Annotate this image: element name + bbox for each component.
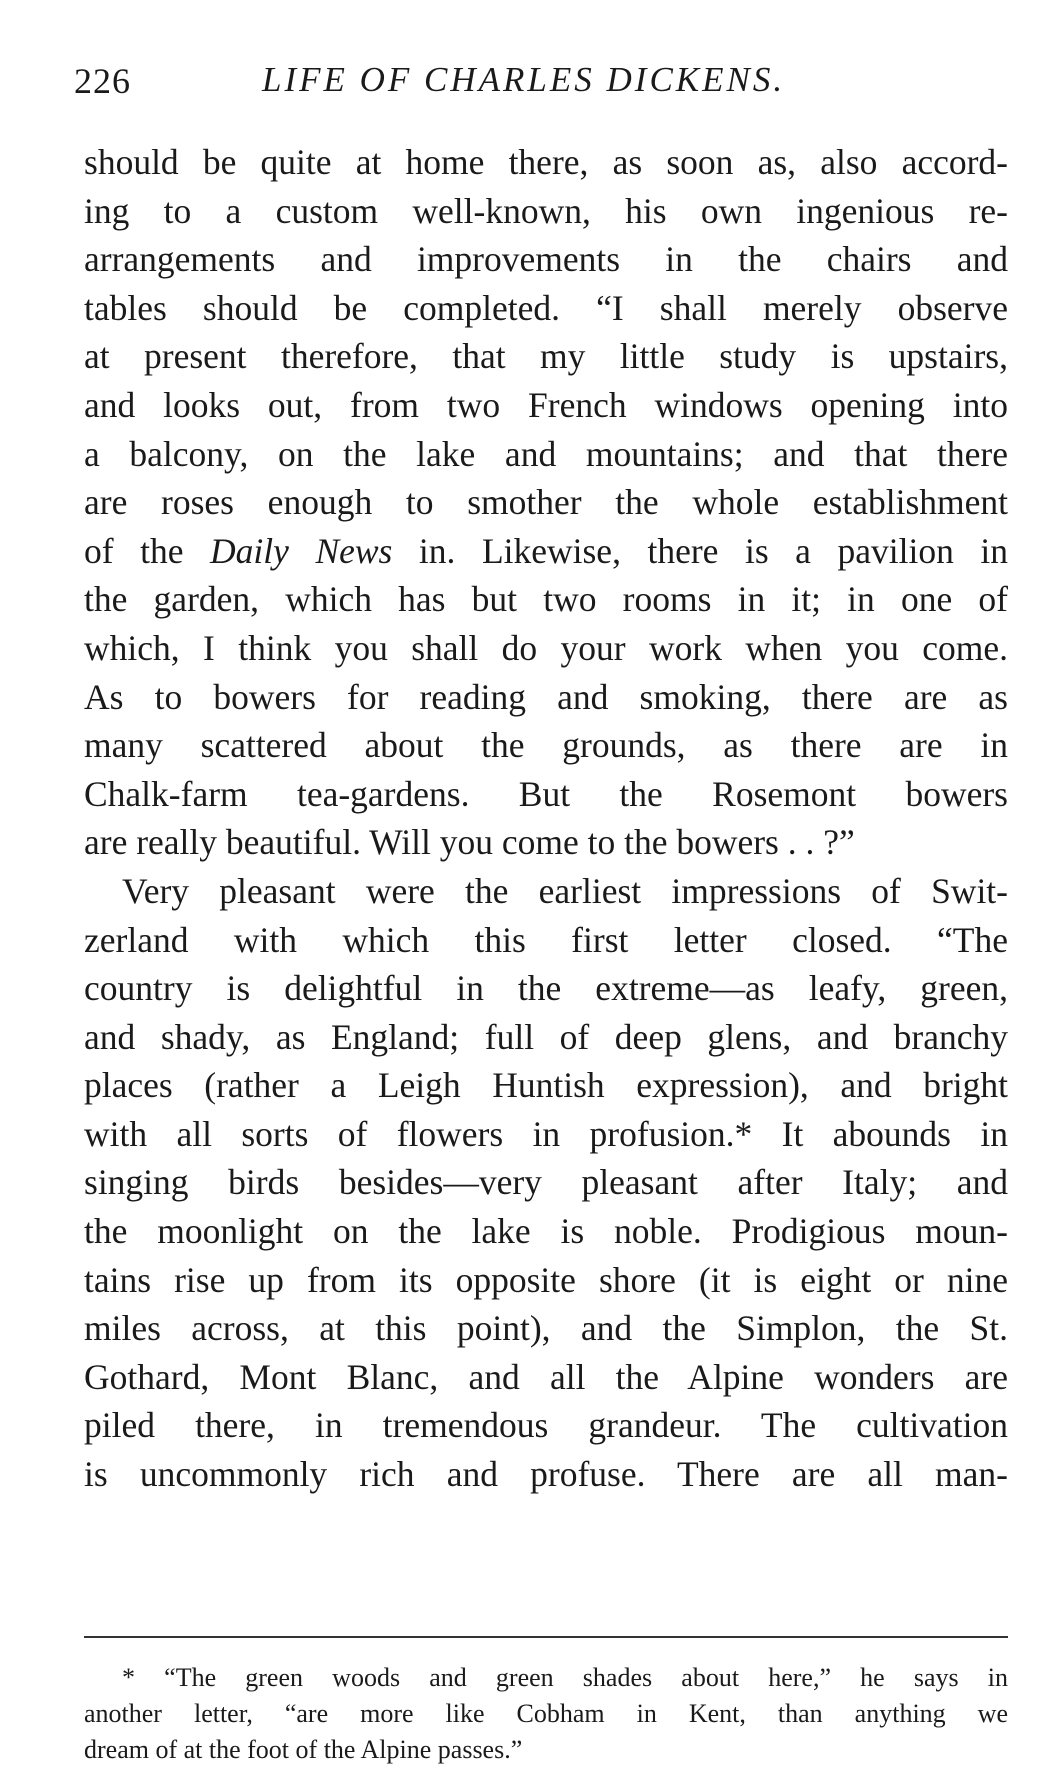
text-line: with all sorts of flowers in profusion.* It abounds in bbox=[84, 1113, 1008, 1154]
text-line: of the Daily News in. Likewise, there is a pavilion in bbox=[84, 530, 1008, 571]
text-line: Gothard, Mont Blanc, and all the Alpine wonders are bbox=[84, 1356, 1008, 1397]
main-text bbox=[84, 138, 1008, 1499]
text-line: arrangements and improvements in the chairs and bbox=[84, 239, 1008, 280]
text-line: country is delightful in the extreme—as leafy, green, bbox=[84, 968, 1008, 1009]
text-line: zerland with which this first letter closed. “The bbox=[84, 919, 1008, 960]
text-line: and looks out, from two French windows opening into bbox=[84, 384, 1008, 425]
text-line: ing to a custom well-known, his own ingenious re- bbox=[84, 190, 1008, 231]
footnote-divider bbox=[84, 1636, 1008, 1638]
running-title: LIFE OF CHARLES DICKENS. bbox=[262, 60, 786, 99]
text-line: are roses enough to smother the whole establishment bbox=[84, 482, 1008, 523]
text-line: Very pleasant were the earliest impressions of Swit- bbox=[122, 870, 1008, 911]
page-header bbox=[74, 52, 974, 112]
text-line: places (rather a Leigh Huntish expression), and bright bbox=[84, 1065, 1008, 1106]
text-line: singing birds besides—very pleasant after Italy; and bbox=[84, 1162, 1008, 1203]
footnote-line: another letter, “are more like Cobham in Kent, than anything we bbox=[84, 1699, 1008, 1728]
text-line: miles across, at this point), and the Simplon, the St. bbox=[84, 1308, 1008, 1349]
footnote bbox=[84, 1660, 1008, 1768]
text-line: is uncommonly rich and profuse. There are all man- bbox=[84, 1454, 1008, 1495]
text-line: Chalk-farm tea-gardens. But the Rosemont bowers bbox=[84, 773, 1008, 814]
newspaper-title: Daily News bbox=[210, 530, 393, 571]
text-line: at present therefore, that my little study is upstairs, bbox=[84, 336, 1008, 377]
page-number: 226 bbox=[74, 61, 131, 101]
text-line: the garden, which has but two rooms in it; in one of bbox=[84, 579, 1008, 620]
footnote-line: dream of at the foot of the Alpine passes.” bbox=[84, 1735, 523, 1764]
text-line: tables should be completed. “I shall merely observe bbox=[84, 287, 1008, 328]
text-line: a balcony, on the lake and mountains; and that there bbox=[84, 433, 1008, 474]
text-line: tains rise up from its opposite shore (it is eight or nine bbox=[84, 1259, 1008, 1300]
text-line: piled there, in tremendous grandeur. The cultivation bbox=[84, 1405, 1008, 1446]
text-line: which, I think you shall do your work when you come. bbox=[84, 627, 1008, 668]
text-line: As to bowers for reading and smoking, there are as bbox=[84, 676, 1008, 717]
text-line: many scattered about the grounds, as there are in bbox=[84, 725, 1008, 766]
text-line: the moonlight on the lake is noble. Prodigious moun- bbox=[84, 1211, 1008, 1252]
text-line: are really beautiful. Will you come to the bowers . . ?” bbox=[84, 822, 855, 863]
footnote-line: * “The green woods and green shades about here,” he says in bbox=[122, 1663, 1008, 1692]
text-line: and shady, as England; full of deep glens, and branchy bbox=[84, 1016, 1008, 1057]
text-line: should be quite at home there, as soon as, also accord- bbox=[84, 142, 1008, 182]
